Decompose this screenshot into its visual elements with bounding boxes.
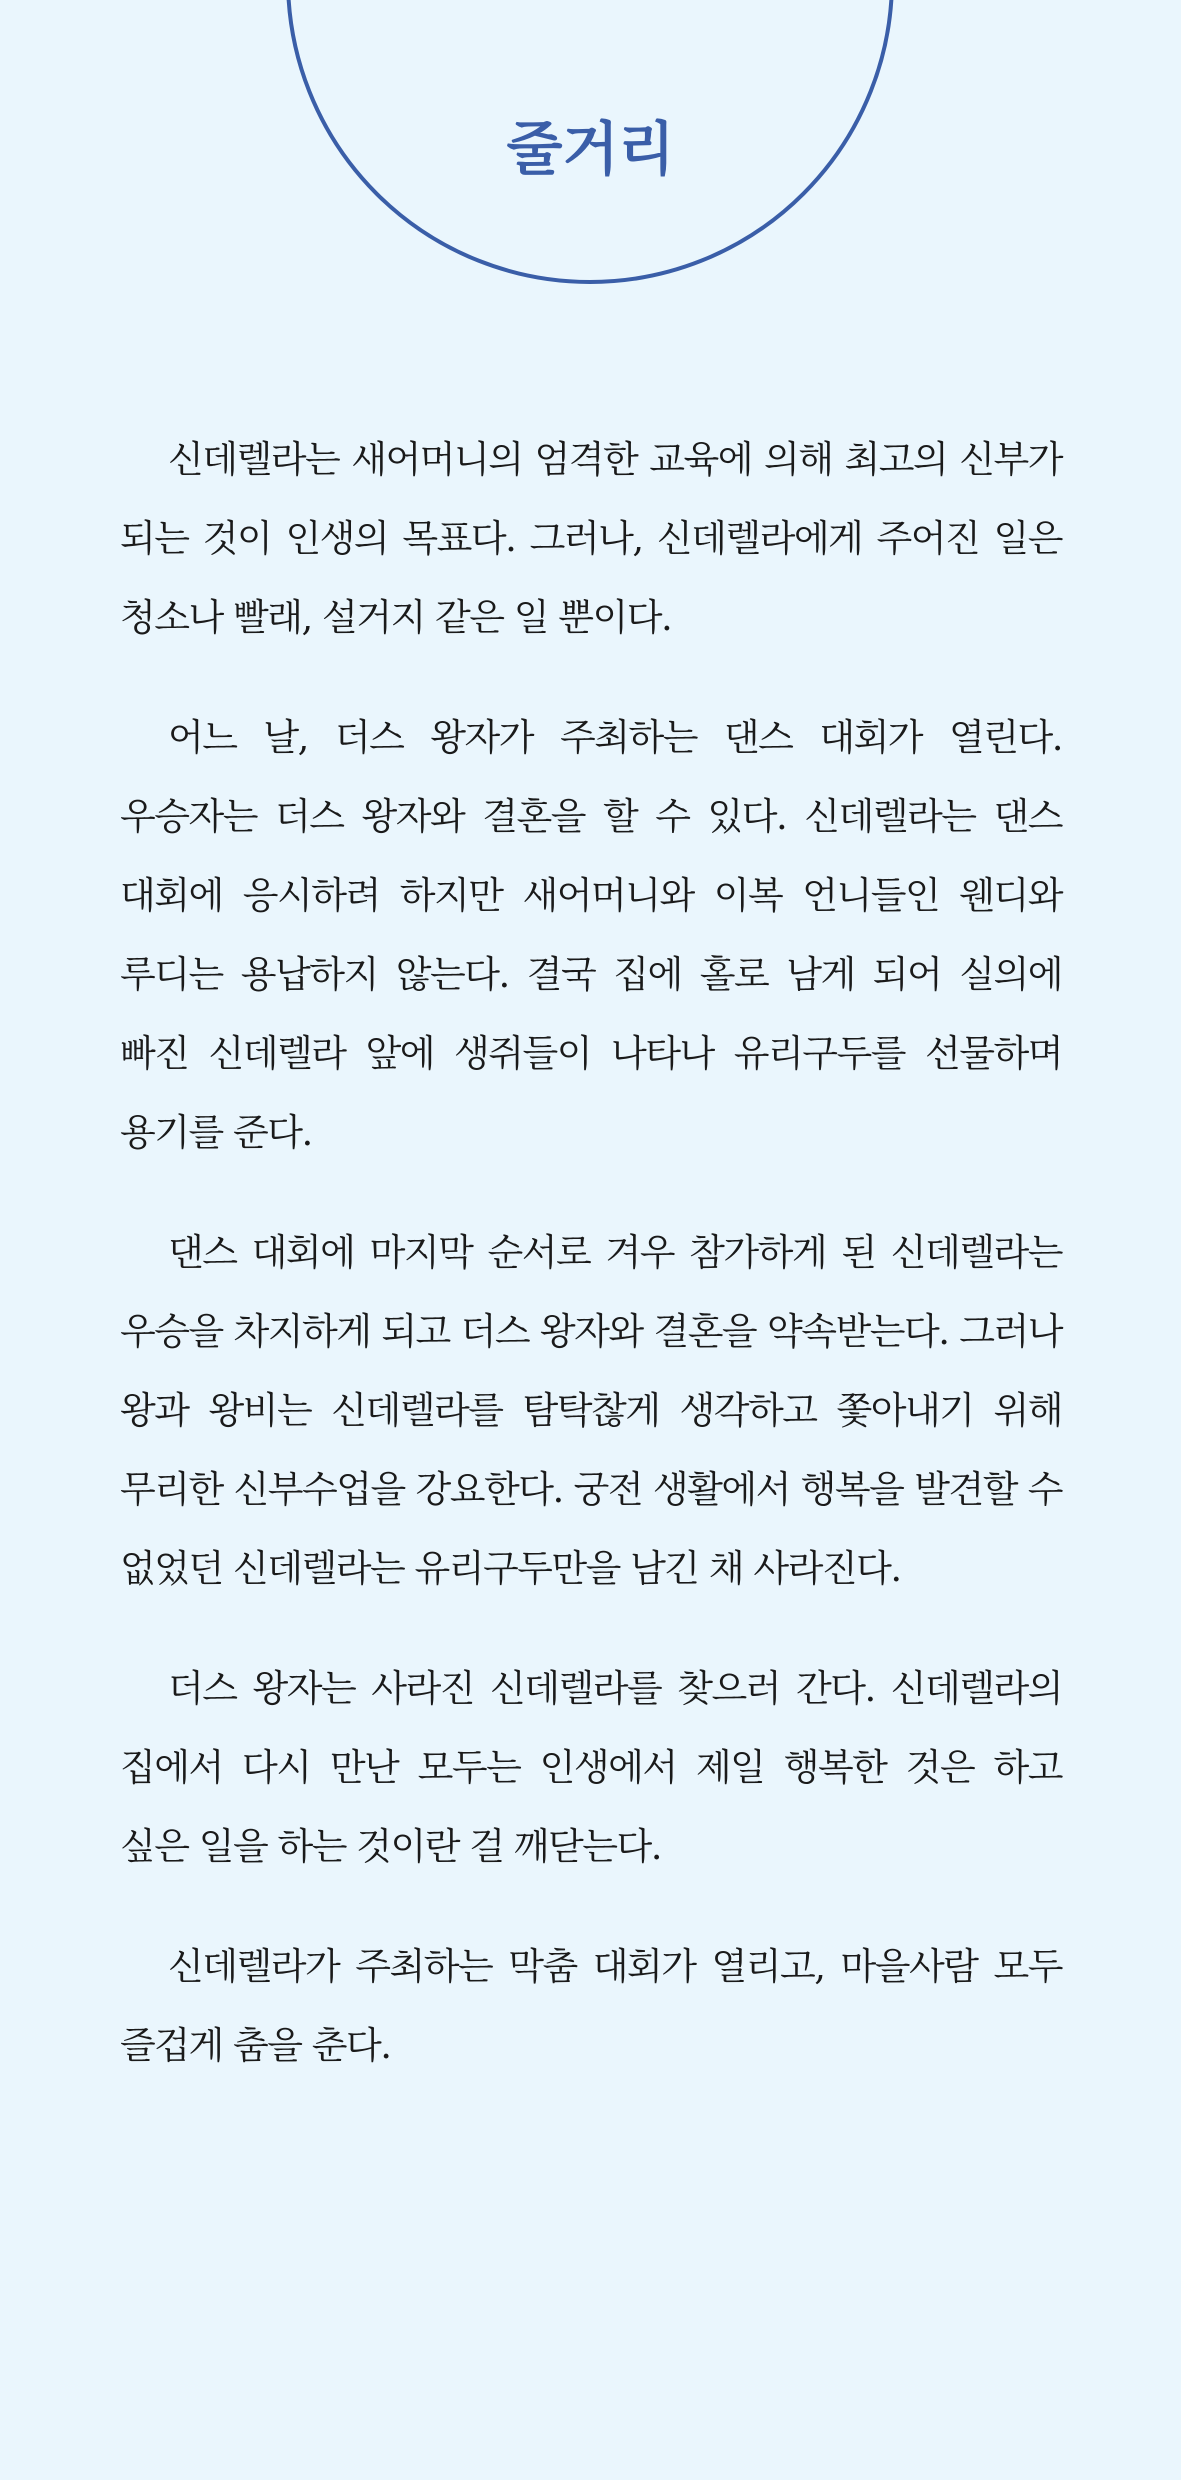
synopsis-paragraph: 더스 왕자는 사라진 신데렐라를 찾으러 간다. 신데렐라의 집에서 다시 만난 모두는 인생에서 제일 행복한 것은 하고 싶은 일을 하는 것이란 걸 깨닫는다. [120, 1667, 1062, 1868]
synopsis-paragraph: 댄스 대회에 마지막 순서로 겨우 참가하게 된 신데렐라는 우승을 차지하게 되고 더스 왕자와 결혼을 약속받는다. 그러나 왕과 왕비는 신데렐라를 탐탁찮게 생각하고 쫓아내기 위해 무리한 신부수업을 강요한다. 궁전 생활에서 행복을 발견할 수 없었던 신데렐라는 유리구두만을 남긴 채 사라진다. [120, 1231, 1062, 1590]
synopsis-paragraph: 어느 날, 더스 왕자가 주최하는 댄스 대회가 열린다. 우승자는 더스 왕자와 결혼을 할 수 있다. 신데렐라는 댄스 대회에 응시하려 하지만 새어머니와 이복 언니들인 웬디와 루디는 용납하지 않는다. 결국 집에 홀로 남게 되어 실의에 빠진 신데렐라 앞에 생쥐들이 나타나 유리구두를 선물하며 용기를 준다. [120, 716, 1062, 1154]
synopsis-body [120, 420, 1062, 2126]
synopsis-paragraph: 신데렐라는 새어머니의 엄격한 교육에 의해 최고의 신부가 되는 것이 인생의 목표다. 그러나, 신데렐라에게 주어진 일은 청소나 빨래, 설거지 같은 일 뿐이다. [120, 438, 1062, 639]
page-title: 줄거리 [506, 115, 675, 183]
synopsis-paragraph: 신데렐라가 주최하는 막춤 대회가 열리고, 마을사람 모두 즐겁게 춤을 춘다. [120, 1945, 1062, 2067]
